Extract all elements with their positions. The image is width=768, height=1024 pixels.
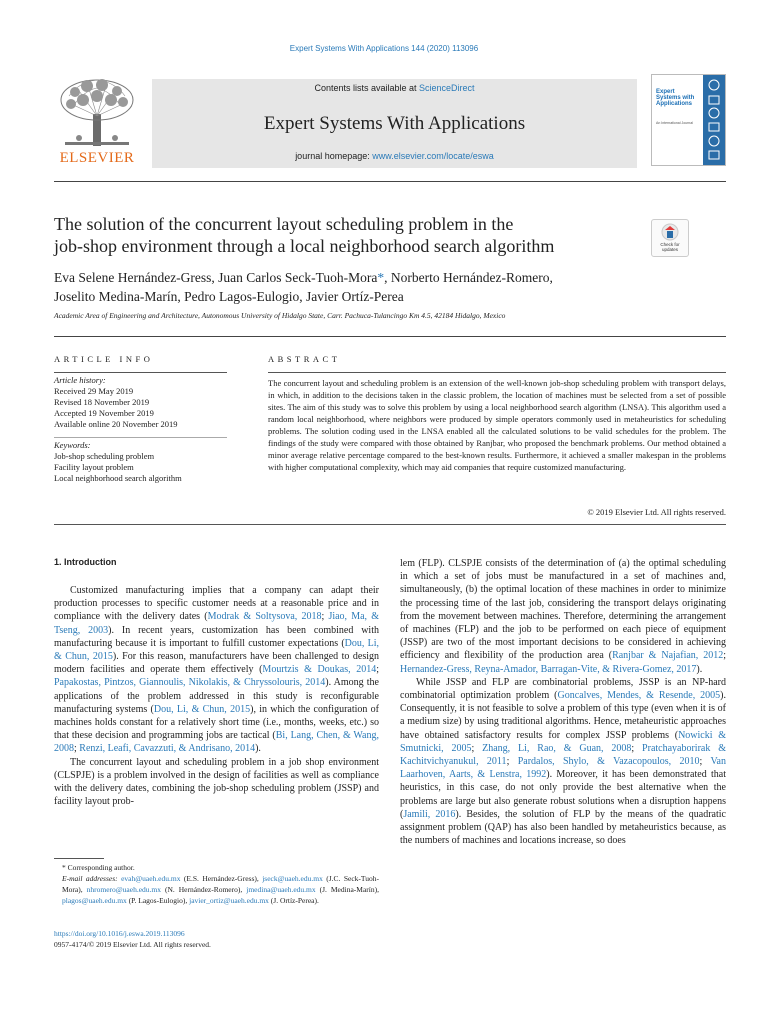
citation-link[interactable]: Pratchayaborirak & Kachitvichyanukul, 2011 bbox=[400, 742, 726, 768]
citation-link[interactable]: Dou, Li, & Chun, 2015 bbox=[153, 703, 251, 715]
keyword-item: Facility layout problem bbox=[54, 462, 134, 472]
keywords bbox=[54, 440, 227, 484]
email-link[interactable]: evah@uaeh.edu.mx bbox=[121, 874, 181, 883]
corresponding-author-note: * Corresponding author. bbox=[62, 863, 135, 872]
elsevier-logo bbox=[54, 76, 140, 168]
masthead-rule bbox=[54, 181, 726, 182]
authors-line-1: Eva Selene Hernández-Gress, Juan Carlos Seck-Tuoh-Mora*, Norberto Hernández-Romero, bbox=[54, 270, 553, 285]
check-updates-label: Check for updates bbox=[660, 242, 680, 252]
header-rule bbox=[54, 336, 726, 337]
keyword-item: Local neighborhood search algorithm bbox=[54, 473, 182, 483]
citation-link[interactable]: Ranjbar & Najafian, 2012 bbox=[612, 650, 724, 662]
cover-pattern-icon bbox=[703, 75, 725, 167]
footnotes bbox=[54, 862, 379, 906]
section-heading-introduction: 1. Introduction bbox=[54, 557, 117, 567]
abstract-bottom-rule bbox=[54, 524, 726, 525]
check-updates-icon bbox=[661, 223, 679, 241]
citation-link[interactable]: Goncalves, Mendes, & Resende, 2005 bbox=[557, 690, 721, 702]
doi-link[interactable]: https://doi.org/10.1016/j.eswa.2019.113096 bbox=[54, 929, 185, 938]
footnote-rule bbox=[54, 858, 104, 859]
cover-subtitle: An International Journal bbox=[656, 121, 693, 125]
authors-line-2: Joselito Medina-Marín, Pedro Lagos-Eulogio, Javier Ortíz-Perea bbox=[54, 289, 404, 304]
citation-link[interactable]: Mourtzis & Doukas, 2014 bbox=[262, 664, 377, 676]
email-link[interactable]: jmedina@uaeh.edu.mx bbox=[246, 885, 316, 894]
citation-link[interactable]: Jamili, 2016 bbox=[403, 808, 456, 820]
citation-link[interactable]: Papakostas, Pintzos, Giannoulis, Nikolakis, & Chryssolouris, 2014 bbox=[54, 677, 326, 689]
accepted-date: Accepted 19 November 2019 bbox=[54, 408, 154, 418]
email-link[interactable]: plagos@uaeh.edu.mx bbox=[62, 896, 127, 905]
intro-paragraph-1: Customized manufacturing implies that a company can adapt their production processes to specific customer needs at a reasonable price and in compliance with the delivery dates (Modrak & Soltysova, 2018; Jiao, Ma, & Tseng, 2003). In recent years, customization has been combined with manufacturing because it is important to fulfill customer expectations (Dou, Li, & Chun, 2015). For this reason, manufacturers have been challenged to design modern facilities and operate them effectively (Mourtzis & Doukas, 2014; Papakostas, Pintzos, Giannoulis, Nikolakis, & Chryssolouris, 2014). Among the applications of the problem addressed in this study is reconfigurable manufacturing systems (Dou, Li, & Chun, 2015), in which the configuration of machines holds constant for a relatively short time (i.e., months, weeks, etc.) so that these decision and programming jobs are tactical (Bi, Lang, Chen, & Wang, 2008; Renzi, Leafi, Cavazzuti, & Andrisano, 2014). bbox=[54, 585, 380, 755]
corresponding-author-marker[interactable]: * bbox=[377, 270, 385, 285]
abstract-heading: ABSTRACT bbox=[268, 354, 341, 364]
email-link[interactable]: jseck@uaeh.edu.mx bbox=[262, 874, 323, 883]
citation-link[interactable]: Zhang, Li, Rao, & Guan, 2008 bbox=[482, 742, 632, 754]
journal-banner bbox=[152, 79, 637, 168]
issn-copyright: 0957-4174/© 2019 Elsevier Ltd. All rights reserved. bbox=[54, 940, 211, 949]
journal-citation[interactable]: Expert Systems With Applications 144 (2020) 113096 bbox=[289, 44, 479, 53]
citation-link[interactable]: Van Laarhoven, Aarts, & Lenstra, 1992 bbox=[400, 756, 726, 781]
intro-paragraph-3: While JSSP and FLP are combinatorial problems, JSSP is an NP-hard combinatorial optimization problem (Goncalves, Mendes, & Resende, 2005). Consequently, it is not feasible to solve a problem of this type (even when it is of a medium size) by using traditional algorithms. Hence, metaheuristic approaches have obtained satisfactory results for complex JSSP problems (Nowicki & Smutnicki, 2005; Zhang, Li, Rao, & Guan, 2008; Pratchayaborirak & Kachitvichyanukul, 2011; Pardalos, Shylo, & Vazacopoulos, 2010; Van Laarhoven, Aarts, & Lenstra, 1992). Moreover, it has been demonstrated that heuristics, in this case, do not only provide the best alternative when the problems are large but also generate robust solutions when a disruption happens (Jamili, 2016). Besides, the solution of FLP by the means of the quadratic assignment problem (QAP) has also been handled by metaheuristics because, as the numbers of machines and locations increase, so does bbox=[400, 676, 727, 847]
title-line-2: job-shop environment through a local neighborhood search algorithm bbox=[54, 236, 555, 256]
homepage-line: journal homepage: www.elsevier.com/locate/eswa bbox=[295, 151, 494, 161]
affiliation: Academic Area of Engineering and Architecture, Autonomous University of Hidalgo State, Carr. Pachuca-Tulancingo Km 4.5, 42184 Hidalgo, Mexico bbox=[54, 311, 506, 320]
keyword-item: Job-shop scheduling problem bbox=[54, 451, 155, 461]
abstract-rule bbox=[268, 372, 726, 373]
intro-paragraph-2: The concurrent layout and scheduling problem in a job shop environment (CLSPJE) is a problem involved in the design of facilities as well as compliance with the delivery dates, combining the job-shop scheduling problem (JSSP) and facility layout prob- bbox=[54, 756, 379, 808]
email-link[interactable]: javier_ortiz@uaeh.edu.mx bbox=[189, 896, 269, 905]
check-for-updates-button[interactable] bbox=[651, 219, 689, 257]
citation-link[interactable]: Renzi, Leafi, Cavazzuti, & Andrisano, 2014 bbox=[79, 743, 256, 755]
title-line-1: The solution of the concurrent layout scheduling problem in the bbox=[54, 214, 514, 234]
citation-link[interactable]: Bi, Lang, Chen, & Wang, 2008 bbox=[54, 730, 379, 755]
abstract-text: The concurrent layout and scheduling problem is an extension of the well-known job-shop scheduling problem with transport delays, in which, in addition to the decisions taken in the classic problem, the location of machines must be selected from a set of possible sites. The aim of this study was to solve this problem by using a local neighborhood search algorithm (LNSA). This algorithm used a random local neighborhood, where neighbors were produced by simple operators commonly used in metaheuristics for scheduling problems. The solution coding used in the LNSA enabled all the calculated solutions to be valid schedules for the problem. The findings of the study were compared with those obtained by Ranjbar, who proposed the benchmark problems. Our method obtained a minor average relative percentage compared to the best-known results. Furthermore, it achieved a smaller makespan in the problems with higher computational complexity, which may aid companies that require customized manufacturing. bbox=[268, 378, 726, 472]
citation-link[interactable]: Modrak & Soltysova, 2018 bbox=[207, 611, 322, 623]
elsevier-tree-icon bbox=[57, 76, 137, 150]
received-date: Received 29 May 2019 bbox=[54, 386, 134, 396]
revised-date: Revised 18 November 2019 bbox=[54, 397, 150, 407]
author-list bbox=[54, 268, 694, 306]
citation-link[interactable]: Jiao, Ma, & Tseng, 2003 bbox=[54, 611, 379, 636]
elsevier-wordmark: ELSEVIER bbox=[59, 150, 135, 166]
keywords-label: Keywords: bbox=[54, 440, 91, 450]
article-info-rule bbox=[54, 372, 227, 373]
sciencedirect-link[interactable]: ScienceDirect bbox=[419, 83, 475, 93]
intro-paragraph-2-cont: lem (FLP). CLSPJE consists of the determination of (a) the optimal scheduling in which a set of jobs must be manufactured in a set of machines and, simultaneously, (b) the optimal location of these machines in order to minimize the processing time of the last job, considering the transport delays originating from the movement between machines. Therefore, determining the arrangement of machines (FLP) and the job to be performed on each piece of equipment (JSSP) are two of the most important decisions to be considered in achieving efficiency and flexibility of the production area (Ranjbar & Najafian, 2012; Hernandez-Gress, Reyna-Amador, Barragan-Vite, & Rivera-Gomez, 2017). bbox=[400, 558, 727, 675]
citation-link[interactable]: Nowicki & Smutnicki, 2005 bbox=[400, 729, 727, 754]
email-addresses: E-mail addresses: evah@uaeh.edu.mx (E.S. Hernández-Gress), jseck@uaeh.edu.mx (J.C. Seck-Tuoh-Mora), nhromero@uaeh.edu.mx (N. Hernández-Romero), jmedina@uaeh.edu.mx (J. Medina-Marín), plagos@uaeh.edu.mx (P. Lagos-Eulogio), javier_ortiz@uaeh.edu.mx (J. Ortíz-Perea). bbox=[62, 874, 379, 905]
journal-title: Expert Systems With Applications bbox=[263, 113, 526, 134]
paper-title bbox=[54, 213, 644, 257]
history-label: Article history: bbox=[54, 375, 106, 385]
journal-homepage-link[interactable]: www.elsevier.com/locate/eswa bbox=[372, 151, 494, 161]
abstract-copyright: © 2019 Elsevier Ltd. All rights reserved. bbox=[587, 507, 726, 517]
body-right-column bbox=[400, 557, 726, 847]
cover-title: Expert Systems with Applications bbox=[656, 89, 695, 107]
body-left-column bbox=[54, 584, 379, 808]
online-date: Available online 20 November 2019 bbox=[54, 419, 178, 429]
email-link[interactable]: nhromero@uaeh.edu.mx bbox=[86, 885, 161, 894]
citation-link[interactable]: Dou, Li, & Chun, 2015 bbox=[54, 637, 379, 663]
article-history bbox=[54, 375, 227, 430]
contents-line: Contents lists available at ScienceDirect bbox=[314, 83, 475, 93]
cover-strip bbox=[703, 75, 725, 165]
article-info-heading: ARTICLE INFO bbox=[54, 354, 154, 364]
citation-link[interactable]: Pardalos, Shylo, & Vazacopoulos, 2010 bbox=[517, 756, 700, 768]
citation-link[interactable]: Hernandez-Gress, Reyna-Amador, Barragan-Vite, & Rivera-Gomez, 2017 bbox=[400, 663, 697, 675]
keywords-rule bbox=[54, 437, 227, 438]
journal-cover-thumbnail[interactable] bbox=[651, 74, 726, 166]
